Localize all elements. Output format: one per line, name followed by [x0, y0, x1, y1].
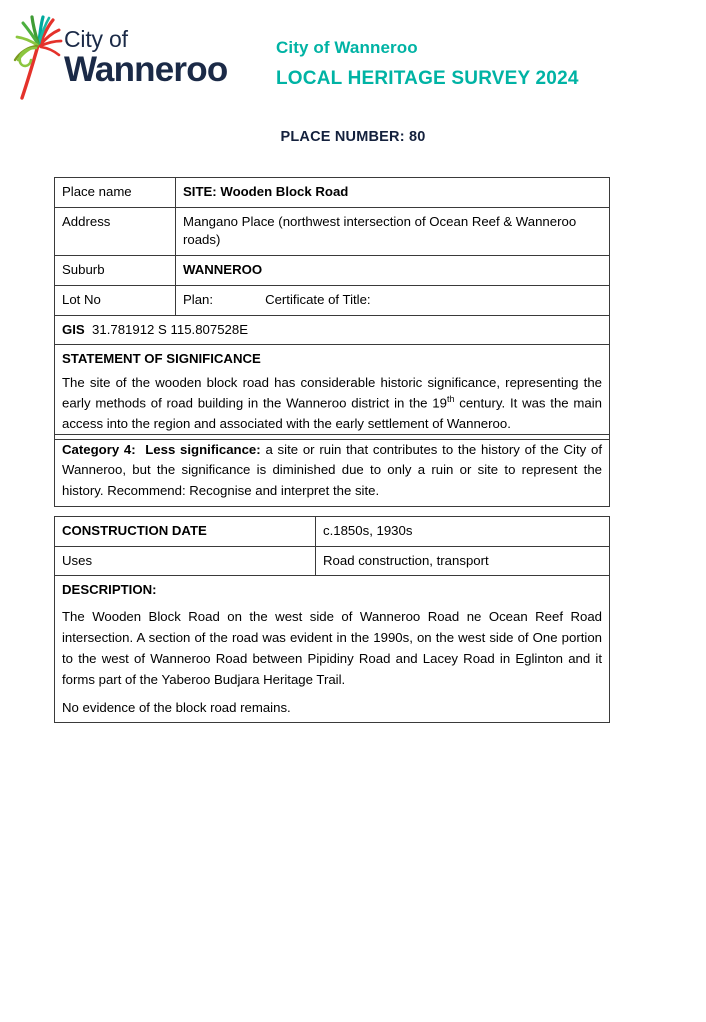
header-title-survey: LOCAL HERITAGE SURVEY 2024	[276, 68, 579, 89]
header-title-city: City of Wanneroo	[276, 38, 418, 57]
table-row	[55, 517, 610, 547]
row-label-place-name: Place name	[55, 178, 176, 208]
header-titles	[276, 38, 579, 90]
significance-superscript: th	[446, 394, 455, 405]
description-cell	[55, 576, 610, 723]
category-description: a site or ruin that contributes to the history of the City of Wanneroo, but the significance is diminished due to only a ruin or site to represent the history. Recommend: Recognise and interpret the site.	[62, 442, 603, 498]
significance-body-part1: The site of the wooden block road has considerable historic significance, representing the early methods of road building in the Wanneroo district in the 19	[62, 375, 602, 411]
significance-body	[62, 373, 602, 434]
row-value-place-name: SITE: Wooden Block Road	[176, 178, 610, 208]
logo-wordmark-line2: Wanneroo	[64, 50, 228, 89]
table-row	[55, 207, 610, 255]
city-of-wanneroo-logo	[8, 12, 240, 100]
logo-wordmark-line1: City of	[64, 26, 128, 52]
category-body	[62, 440, 602, 501]
row-label-address: Address	[55, 207, 176, 255]
table-row	[55, 178, 610, 208]
category-label-secondary: Less significance:	[145, 442, 261, 457]
significance-body-part2: century. It was the main access into the region and associated with the early settlement of Wanneroo.	[62, 395, 602, 431]
significance-heading: STATEMENT OF SIGNIFICANCE	[62, 351, 261, 367]
row-gis	[55, 315, 610, 345]
page-header	[0, 0, 706, 145]
description-paragraph-1: The Wooden Block Road on the west side of Wanneroo Road ne Ocean Reef Road intersection. A section of the road was evident in the 1990s, on the west side of One portion to the west of Wanneroo Road between Pipidiny Road and Lacey Road in Eglinton and it forms part of the Yaberoo Budjara Heritage Trail.	[62, 609, 602, 687]
identification-table	[54, 177, 610, 440]
row-value-construction-date: c.1850s, 1930s	[316, 517, 610, 547]
description-heading: DESCRIPTION:	[62, 582, 157, 598]
table-row-gis	[55, 315, 610, 345]
logo-wordmark	[64, 28, 227, 87]
row-label-construction-date: CONSTRUCTION DATE	[55, 517, 316, 547]
table-row-significance	[55, 345, 610, 439]
certificate-of-title-label: Certificate of Title:	[265, 291, 371, 307]
category-cell	[55, 435, 610, 507]
gis-label: GIS	[62, 321, 85, 337]
table-row-description	[55, 576, 610, 723]
row-label-lot-no: Lot No	[55, 285, 176, 315]
plan-label: Plan:	[183, 291, 214, 307]
row-value-uses: Road construction, transport	[316, 546, 610, 576]
row-value-lot-no	[176, 285, 610, 315]
row-label-suburb: Suburb	[55, 256, 176, 286]
row-value-address: Mangano Place (northwest intersection of Ocean Reef & Wanneroo roads)	[176, 207, 610, 255]
category-table	[54, 434, 610, 507]
category-label: Category 4:	[62, 442, 136, 457]
place-number: PLACE NUMBER: 80	[280, 129, 426, 145]
table-row	[55, 256, 610, 286]
table-row-category	[55, 435, 610, 507]
table-row	[55, 285, 610, 315]
description-paragraph-2: No evidence of the block road remains.	[62, 699, 291, 715]
gis-value: 31.781912 S 115.807528E	[92, 321, 248, 337]
row-label-uses: Uses	[55, 546, 316, 576]
grass-tree-logo-mark-icon	[8, 12, 70, 100]
table-row	[55, 546, 610, 576]
row-value-suburb: WANNEROO	[176, 256, 610, 286]
details-table	[54, 516, 610, 723]
statement-of-significance-cell	[55, 345, 610, 439]
